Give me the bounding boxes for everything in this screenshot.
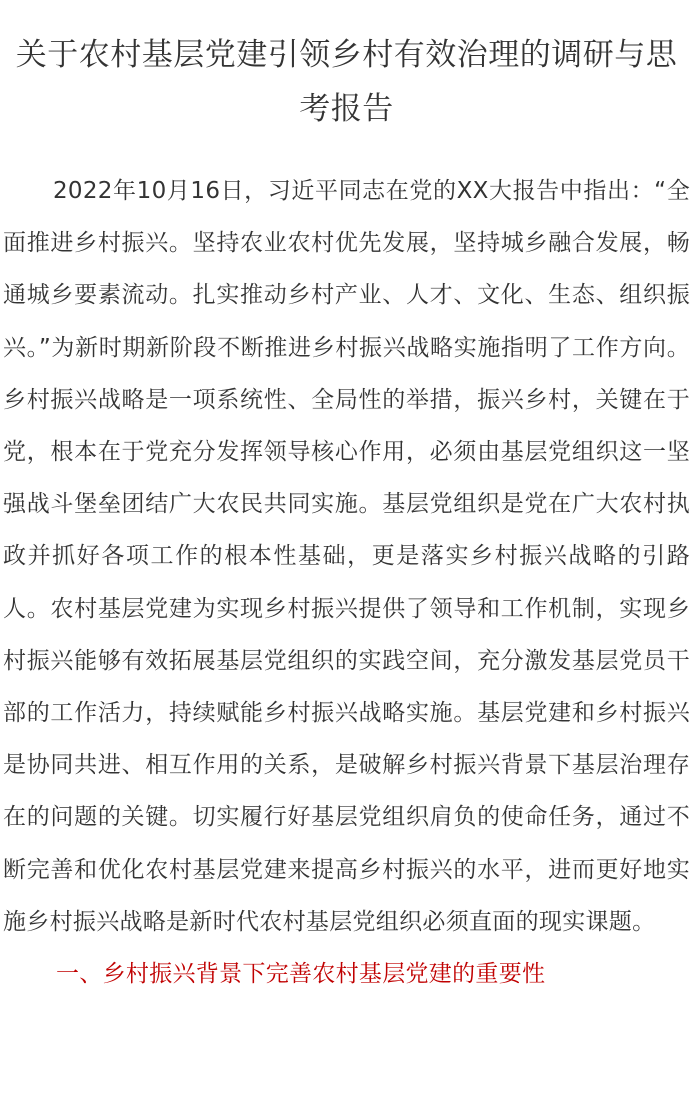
document-title: 关于农村基层党建引领乡村有效治理的调研与思考报告	[15, 37, 678, 127]
section-heading: 一、乡村振兴背景下完善农村基层党建的重要性	[56, 961, 546, 988]
intro-paragraph: 2022年10月16日，习近平同志在党的XX大报告中指出：“全面推进乡村振兴。坚持农业农村优先发展，坚持城乡融合发展，畅通城乡要素流动。扎实推动乡村产业、人才、文化、生态、组织振兴。”为新时期新阶段不断推进乡村振兴战略实施指明了工作方向。乡村振兴战略是一项系统性、全局性的举措，振兴乡村，关键在于党，根本在于党充分发挥领导核心作用，必须由基层党组织这一坚强战斗堡垒团结广大农民共同实施。基层党组织是党在广大农村执政并抓好各项工作的根本性基础，更是落实乡村振兴战略的引路人。农村基层党建为实现乡村振兴提供了领导和工作机制，实现乡村振兴能够有效拓展基层党组织的实践空间，充分激发基层党员干部的工作活力，持续赋能乡村振兴战略实施。基层党建和乡村振兴是协同共进、相互作用的关系，是破解乡村振兴背景下基层治理存在的问题的关键。切实履行好基层党组织肩负的使命任务，通过不断完善和优化农村基层党建来提高乡村振兴的水平，进而更好地实施乡村振兴战略是新时代农村基层党组织必须直面的现实课题。	[3, 178, 690, 935]
